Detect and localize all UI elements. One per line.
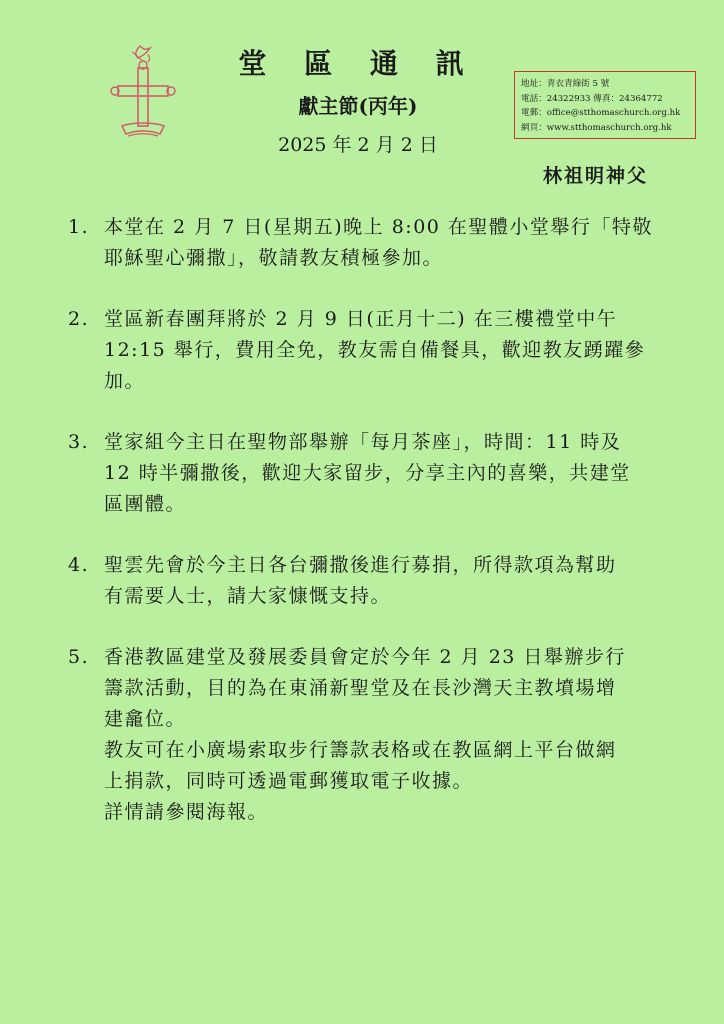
item-line: 有需要人士，請大家慷慨支持。: [104, 585, 392, 607]
item-line: 堂區新春團拜將於 2 月 9 日(正月十二) 在三樓禮堂中午: [104, 308, 618, 330]
announcement-list: [68, 212, 668, 828]
item-number: 2.: [68, 308, 90, 330]
item-line: 上捐款，同時可透過電郵獲取電子收據。: [104, 770, 474, 792]
contact-phone-fax: 電話：24322933 傳真：24364772: [521, 93, 663, 104]
item-number: 3.: [68, 431, 90, 453]
item-line: 籌款活動，目的為在東涌新聖堂及在長沙灣天主教墳場增: [104, 677, 617, 699]
item-line: 詳情請參閱海報。: [104, 801, 269, 823]
item-number: 4.: [68, 554, 90, 576]
contact-box: [514, 71, 696, 139]
item-line: 加。: [104, 370, 146, 392]
item-line: 區團體。: [104, 493, 187, 515]
item-line: 教友可在小廣場索取步行籌款表格或在教區網上平台做網: [104, 739, 617, 761]
item-line: 耶穌聖心彌撒」，敬請教友積極參加。: [104, 247, 444, 269]
contact-address: 地址：青衣青綠街 5 號: [521, 79, 610, 89]
priest-name: 林祖明神父: [542, 165, 648, 187]
announcement-item-5: [68, 642, 668, 828]
announcement-item-4: [68, 550, 668, 612]
item-line: 香港教區建堂及發展委員會定於今年 2 月 23 日舉辦步行: [104, 646, 626, 668]
feast-name: 獻主節(丙年): [298, 94, 418, 118]
bulletin-title: 堂 區 通 訊: [238, 47, 478, 80]
item-line: 聖雲先會於今主日各台彌撒後進行募捐，所得款項為幫助: [104, 554, 617, 576]
item-line: 12:15 舉行，費用全免，教友需自備餐具，歡迎教友踴躍參: [104, 339, 646, 361]
contact-website: 網頁：www.stthomaschurch.org.hk: [521, 122, 672, 133]
item-line: 本堂在 2 月 7 日(星期五)晚上 8:00 在聖體小堂舉行「特敬: [104, 216, 653, 238]
contact-email: 電郵：office@stthomaschurch.org.hk: [521, 108, 681, 118]
item-number: 5.: [68, 646, 90, 668]
item-line: 建龕位。: [104, 708, 187, 730]
announcement-item-3: [68, 427, 668, 520]
item-number: 1.: [68, 216, 90, 238]
cross-logo-icon: [88, 40, 198, 158]
bulletin-date: 2025 年 2 月 2 日: [278, 134, 438, 156]
church-logo: [88, 40, 198, 158]
announcement-item-2: [68, 304, 668, 397]
item-line: 堂家組今主日在聖物部舉辦「每月茶座」，時間：11 時及: [104, 431, 622, 453]
item-line: 12 時半彌撒後，歡迎大家留步，分享主內的喜樂，共建堂: [104, 462, 631, 484]
announcement-item-1: [68, 212, 668, 274]
